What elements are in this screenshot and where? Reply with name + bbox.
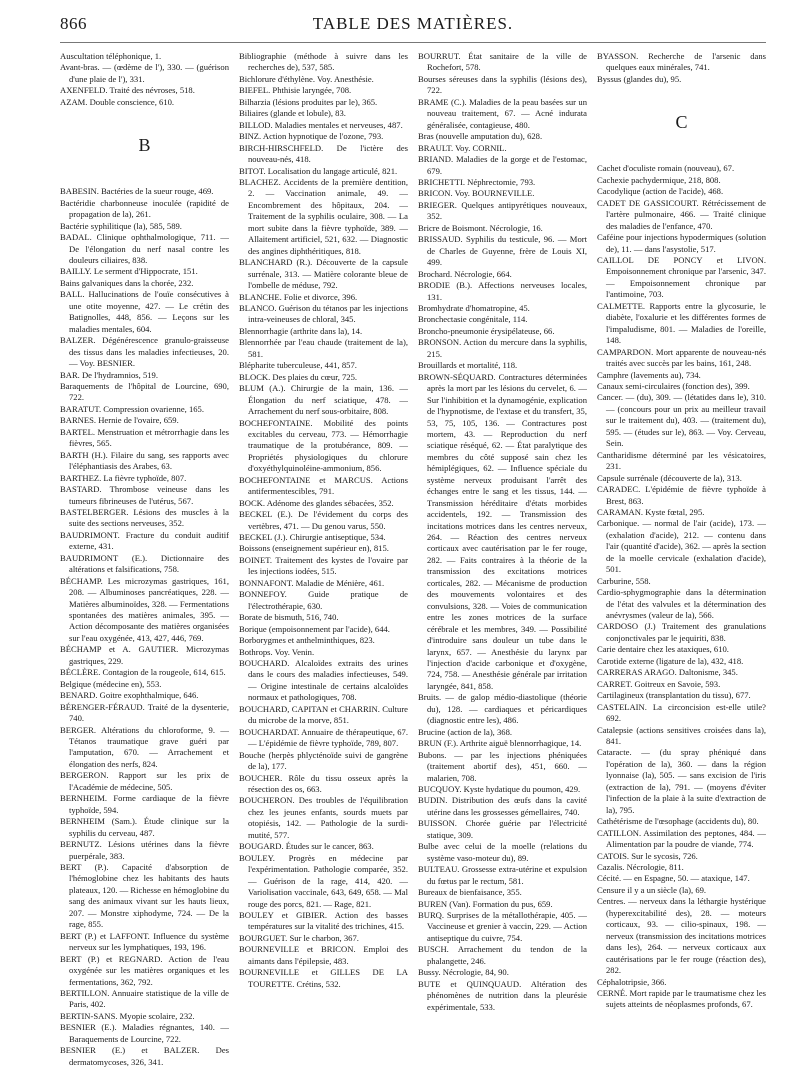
index-entry: CASTELAIN. La circoncision est-elle utile? 692. <box>597 701 766 724</box>
index-entry: BÉCLÈRE. Contagion de la rougeole, 614, 615. <box>60 667 226 678</box>
index-entry: Cécité. — en Espagne, 50. — ataxique, 147. <box>597 873 750 884</box>
index-entry: BRICHETTI. Néphrectomie, 793. <box>418 176 536 187</box>
index-entry: BARTH (H.). Filaire du sang, ses rapports avec l'éléphantiasis des Arabes, 63. <box>60 449 229 472</box>
index-entry: BERTILLON. Annuaire statistique de la ville de Paris, 402. <box>60 987 229 1010</box>
index-entry: CARRET. Goitreux en Savoie, 593. <box>597 678 721 689</box>
index-entry: BUCQUOY. Kyste hydatique du poumon, 429. <box>418 784 581 794</box>
index-entry: BUISSON. Chorée guérie par l'électricité statique, 309. <box>418 818 587 840</box>
index-entry: BITOT. Localisation du langage articulé, 821. <box>239 165 398 176</box>
index-entry: Bras (nouvelle amputation du), 628. <box>418 131 543 142</box>
index-entry: Blennorrhée par l'eau chaude (traitement de la), 581. <box>239 337 408 359</box>
index-entry: BOURNEVILLE et BRICON. Emploi des aimants dans l'épilepsie, 483. <box>239 944 408 966</box>
index-entry: BURQ. Surprises de la métallothérapie, 405. — Vaccineuse et grenier à vaccin, 229. — Action antiseptique du cuivre, 754. <box>418 909 587 943</box>
index-entry: BOUCHARDAT. Annuaire de thérapeutique, 67. — L'épidémie de fièvre typhoïde, 789, 807. <box>239 726 408 749</box>
index-entry: BABESIN. Bactéries de la sueur rouge, 469. <box>60 186 214 197</box>
index-entry: BOULEY. Progrès en médecine par l'expérimentation. Pathologie comparée, 352. — Guérison de la rage, 414, 420. — Variolisation vaccinale, 643, 649, 658. — Mal rouge des porcs, 821. — Rage, 821. <box>239 852 408 909</box>
index-entry: Cacodylique (action de l'acide), 468. <box>597 186 724 197</box>
index-entry: Bricre de Boismont. Nécrologie, 16. <box>418 222 543 233</box>
index-entry: Bibliographie (méthode à suivre dans les recherches de), 537, 585. <box>239 51 408 73</box>
index-entry: CAILLOL DE PONCY et LIVON. Empoisonnement chronique par l'arsenic, 347. — Empoisonnement chronique par l'antimoine, 703. <box>597 254 766 300</box>
index-entry: Bothrops. Voy. Venin. <box>239 646 315 657</box>
section-letter: C <box>675 112 688 133</box>
index-entry: BAUDRIMONT. Fracture du conduit auditif externe, 431. <box>60 529 229 552</box>
index-entry: BOURGUET. Sur le charbon, 367. <box>239 932 359 943</box>
index-entry: BERNUTZ. Lésions utérines dans la fièvre puerpérale, 383. <box>60 839 229 861</box>
index-entry: BESNIER (E.). Maladies régnantes, 140. — Baraquements de Lourcine, 722. <box>60 1022 229 1044</box>
running-header <box>60 12 766 43</box>
index-entry: BIRCH-HIRSCHFELD. De l'ictère des nouveau-nés, 418. <box>239 142 408 165</box>
index-entry: Borborygmes et anthelminthiques, 823. <box>239 635 375 646</box>
index-entry: CARDOSO (J.) Traitement des granulations conjonctivales par le jequiriti, 838. <box>597 621 766 643</box>
index-entry: Biliaires (glande et lobule), 83. <box>239 108 346 119</box>
index-entry: Bussy. Nécrologie, 84, 90. <box>418 967 509 978</box>
index-entry: Cazalis. Nécrologie, 811. <box>597 862 684 872</box>
index-entry: BERGER. Altérations du chloroforme, 9. — Tétanos traumatique grave guéri par l'amputation, 670. — Arrachement et élongation des nerfs, 824. <box>60 724 229 769</box>
index-entry: Cardio-sphygmographie dans la détermination de l'état des valvules et la détermination des anévrysmes (valeur de la), 566. <box>597 587 766 621</box>
index-entry: BLANCHE. Folie et divorce, 396. <box>239 291 358 302</box>
index-entry: BÉCHAMP. Les microzymas gastriques, 161, 208. — Albuminoses pancréatiques, 228. — Matières albuminoïdes, 328. — Fermentations spontanées des matières animales, 395. — Action décomposante des matières organisées sur l'eau oxygénée, 413, 427, 446, 769. <box>60 575 229 643</box>
index-entry: BOUCHARD, CAPITAN et CHARRIN. Culture du microbe de la morve, 851. <box>239 703 408 726</box>
index-column-4 <box>597 51 766 1071</box>
page-title: TABLE DES MATIÈRES. <box>312 14 514 33</box>
index-entry: Cathétérisme de l'œsophage (accidents du), 80. <box>597 816 759 827</box>
index-entry: Brochard. Nécrologie, 664. <box>418 268 512 279</box>
index-entry: Capsule surrénale (découverte de la), 313. <box>597 472 742 483</box>
index-entry: Bilharzia (lésions produites par le), 365. <box>239 96 378 107</box>
index-entry: BALZER. Dégénérescence granulo-graisseuse des tissus dans les maladies infectieuses, 20. — Voy. BESNIER. <box>60 335 229 369</box>
page-number: 866 <box>60 14 87 33</box>
index-entry: Avant-bras. — (œdème de l'), 330. — (guérison d'une plaie de l'), 331. <box>60 62 229 84</box>
index-entry: BENARD. Goitre exophthalmique, 646. <box>60 690 199 701</box>
index-entry: BLACHEZ. Accidents de la première dentition, 2. — Vaccination animale, 49. — Encombrement des hôpitaux, 204. — Traitement de la syphilis oculaire, 308. — La mort subite dans la fièvre typhoïde, 389. — Allaitement artificiel, 521, 632. — Diagnostic des angines diphthéritiques, 818. <box>239 176 408 256</box>
index-entry: BROWN-SÉQUARD. Contractures déterminées après la mort par les lésions du cervelet, 6. — Sur l'inhibition et la dynamogénie, explication de l'hypnotisme, de l'extase et du transfert, 35, 53, 75, 105, 136. — Contractures post mortem, 43. — Reproduction du nerf sciatique réséqué, 62. — État paralytique des membres du côté supposé sain chez les hémiplégiques, 62. — Influence spéciale du système nerveux produisant l'arrêt des échanges entre le sang et les tissus, 144. — Transmission héréditaire d'états morbides accidentels, 192. — Transmission des incitations motrices dans les centres nerveux, 264. — Réaction des centres nerveux corticaux avec cautérisation par le fer rouge, 282. — Faits contraires à la théorie de la transmission des excitations motrices corticales, 282. — Mécanisme de production des mouvements volontaires et des convulsions, 328. — Voies de communication entre les zones motrices de la surface cérébrale et les membres, 349. — Possibilité d'introduire sans douleur un tube dans le larynx, 657. — Anesthésie du larynx par l'injection d'acide carbonique et d'oxygène, 724, 758. — Anesthésie générale par irritation laryngée, 841, 858. <box>418 371 587 691</box>
index-entry: BRIEGER. Quelques antipyrétiques nouveaux, 352. <box>418 199 587 222</box>
index-entry: BONNAFONT. Maladie de Ménière, 461. <box>239 577 385 588</box>
index-entry: Centres. — nerveux dans la léthargie hystérique (hyperexcitabilité des), 28. — moteurs corticaux, 93. — cilio-spinaux, 198. — nerveux (transmission des incitations motrices dans les), 264. — nerveux corticaux aux cautérisations par le fer rouge (réaction des), 282. <box>597 896 766 976</box>
index-entry: BAILLY. Le serment d'Hippocrate, 151. <box>60 266 198 277</box>
index-entry: Carbonique. — normal de l'air (acide), 173. — (exhalation d'acide), 212. — contenu dans l'air (quantité d'acide), 362. — après la section de la moelle cervicale (exhalation d'acide), 501. <box>597 518 766 575</box>
index-entry: BARTEL. Menstruation et métrorrhagie dans les fièvres, 565. <box>60 426 229 449</box>
index-entry: BLANCO. Guérison du tétanos par les injections intra-veineuses de chloral, 345. <box>239 302 408 325</box>
index-column-2 <box>239 51 408 1071</box>
index-entry: Belgique (médecine en), 553. <box>60 678 162 689</box>
index-entry: BASTELBERGER. Lésions des muscles à la suite des sections nerveuses, 352. <box>60 506 229 529</box>
index-entry: CATILLON. Assimilation des peptones, 484. — Alimentation par la poudre de viande, 774. <box>597 827 766 850</box>
index-entry: Auscultation téléphonique, 1. <box>60 51 162 61</box>
index-entry: BYASSON. Recherche de l'arsenic dans quelques eaux minérales, 741. <box>597 51 766 73</box>
index-entry: BRAULT. Voy. CORNIL. <box>418 142 507 153</box>
index-entry: BERT (P.) et LAFFONT. Influence du système nerveux sur les lymphatiques, 193, 196. <box>60 930 229 953</box>
index-entry: BERT (P.). Capacité d'absorption de l'hémoglobine chez les habitants des hauts plateaux, 120. — Richesse en hémoglobine du sang des animaux vivant sur les hauts lieux, 207. — Monstre xiphodyme, 724. — De la rage, 855. <box>60 862 229 930</box>
index-entry: BRICON. Voy. BOURNEVILLE. <box>418 188 535 199</box>
index-entry: BUSCH. Arrachement du tendon de la phalangette, 246. <box>418 944 587 966</box>
index-entry: BARATUT. Compression ovarienne, 165. <box>60 403 205 414</box>
index-entry: BOURRUT. État sanitaire de la ville de Rochefort, 578. <box>418 51 587 73</box>
index-entry: Bactéridie charbonneuse inoculée (rapidité de propagation de la), 261. <box>60 197 229 220</box>
index-entry: Carie dentaire chez les ataxiques, 610. <box>597 644 729 655</box>
index-entry: Bubons. — par les injections phéniquées (traitement abortif des), 451, 660. — malarien, 708. <box>418 749 587 783</box>
index-entry: Cartilagineux (transplantation du tissu), 677. <box>597 690 751 701</box>
index-entry: CARRERAS ARAGO. Daltonisme, 345. <box>597 667 738 678</box>
index-entry: BERTIN-SANS. Myopie scolaire, 232. <box>60 1010 195 1021</box>
index-entry: Bouche (herpès phlycténoïde suivi de gangrène de la), 177. <box>239 749 408 772</box>
index-entry: CERNÉ. Mort rapide par le traumatisme chez les sujets atteints de néoplasmes profonds, 67. <box>597 987 766 1010</box>
index-entry: BULTEAU. Grossesse extra-utérine et expulsion du fœtus par le rectum, 581. <box>418 864 587 886</box>
index-entry: CARAMAN. Kyste fœtal, 295. <box>597 506 705 517</box>
index-entry: Catalepsie (actions sensitives croisées dans la), 841. <box>597 724 766 747</box>
index-entry: Cataracte. — (du spray phéniqué dans l'opération de la), 360. — dans la région lyonnaise (la), 505. — sans excision de l'iris (extraction de la), 791. — (moyens d'éviter l'infection de la plaie à la suite d'extraction de la), 795. <box>597 747 766 815</box>
index-entry: BINZ. Action hypnotique de l'ozone, 793. <box>239 131 384 142</box>
index-entry: BRONSON. Action du mercure dans la syphilis, 215. <box>418 337 587 359</box>
index-entry: BOCHEFONTAINE. Mobilité des points excitables du cerveau, 773. — Hémorrhagie traumatique de la protubérance, 809. — Propriétés physiologiques du chlorure d'oxyéthylquinoléine-ammonium, 856. <box>239 417 408 474</box>
index-entry: CALMETTE. Rapports entre la glycosurie, le diabète, l'oxalurie et les différentes formes de l'impaludisme, 801. — Maladies de l'oreille, 148. <box>597 300 766 346</box>
index-entry: Censure il y a un siècle (la), 69. <box>597 884 707 895</box>
index-entry: Bactérie syphilitique (la), 585, 589. <box>60 220 182 231</box>
index-entry: BUTE et QUINQUAUD. Altération des phénomènes de nutrition dans la pleurésie expérimentale, 533. <box>418 978 587 1012</box>
index-entry: Blennorrhagie (arthrite dans la), 14. <box>239 325 363 336</box>
index-entry: Cancer. — (du), 309. — (létatides dans le), 310. — (concours pour un prix au meilleur travail sur le traitement du), 403. — (traitement du), 595. — (études sur le), 863. — Voy. Cerveau, Sein. <box>597 392 766 449</box>
index-entry: BERNHEIM (Sam.). Étude clinique sur la syphilis du cerveau, 487. <box>60 816 229 838</box>
index-entry: BARNES. Hernie de l'ovaire, 659. <box>60 415 179 426</box>
index-entry: Carburine, 558. <box>597 575 651 586</box>
index-entry: Bourses séreuses dans la syphilis (lésions des), 722. <box>418 73 587 96</box>
index-entry: BRISSAUD. Syphilis du testicule, 96. — Mort de Charles de Guyenne, frère de Louis XI, 499. <box>418 234 587 268</box>
index-entry: Canaux semi-circulaires (fonction des), 399. <box>597 380 750 391</box>
index-entry: BOUCHER. Rôle du tissu osseux après la résection des os, 663. <box>239 772 408 794</box>
index-entry: Bulbe avec celui de la moelle (relations du système vaso-moteur du), 89. <box>418 841 587 863</box>
index-entry: CARADEC. L'épidémie de fièvre typhoïde à Brest, 863. <box>597 484 766 506</box>
index-entry: BOUCHERON. Des troubles de l'équilibration chez les jeunes enfants, sourds muets par otopiésis, 142. — Pathologie de la surdi-mutité, 577. <box>239 795 408 840</box>
index-entry: BERT (P.) et REGNARD. Action de l'eau oxygénée sur les matières organiques et les fermentations, 362, 792. <box>60 953 229 987</box>
index-entry: Baraquements de l'hôpital de Lourcine, 690, 722. <box>60 380 229 403</box>
index-entry: AXENFELD. Traité des névroses, 518. <box>60 85 195 96</box>
index-entry: Broncho-pneumonie érysipélateuse, 66. <box>418 325 555 336</box>
index-entry: BÉRENGER-FÉRAUD. Traité de la dysenterie, 740. <box>60 701 229 724</box>
index-entry: CADET DE GASSICOURT. Rétrécissement de l'artère pulmonaire, 466. — Traité clinique des maladies de l'enfance, 470. <box>597 197 766 231</box>
index-entry: Bains galvaniques dans la chorée, 232. <box>60 277 194 288</box>
index-entry: Boissons (enseignement supérieur en), 815. <box>239 543 389 554</box>
index-entry: BESNIER (E.) et BALZER. Des dermatomycoses, 326, 341. <box>60 1045 229 1067</box>
index-entry: CAMPARDON. Mort apparente de nouveau-nés traités avec succès par les bains, 161, 248. <box>597 346 766 369</box>
index-entry: Céphalotripsie, 366. <box>597 976 667 987</box>
index-entry: BOUCHARD. Alcaloïdes extraits des urines dans le cours des maladies infectieuses, 549. — Origine intestinale de certains alcaloïdes normaux et pathologiques, 708. <box>239 658 408 703</box>
index-entry: Bichlorure d'éthylène. Voy. Anesthésie. <box>239 73 374 84</box>
index-entry: BARTHEZ. La fièvre typhoïde, 807. <box>60 472 187 483</box>
index-entry: Bureaux de bienfaisance, 355. <box>418 887 522 898</box>
index-entry: BIEFEL. Phthisie laryngée, 708. <box>239 85 352 96</box>
index-entry: BOCHEFONTAINE et MARCUS. Actions antifermentescibles, 791. <box>239 474 408 497</box>
index-entry: BALL. Hallucinations de l'ouïe consécutives à une otite moyenne, 427. — Le crétin des Batignolles, 448, 856. — Leçons sur les maladies mentales, 604. <box>60 289 229 334</box>
index-entry: BLANCHARD (R.). Découverte de la capsule surrénale, 313. — Matière colorante bleue de l'ombelle de méduse, 792. <box>239 257 408 291</box>
index-entry: AZAM. Double conscience, 610. <box>60 96 175 107</box>
index-entry: BLUM (A.). Chirurgie de la main, 136. — Élongation du nerf sciatique, 478. — Arrachement du nerf sous-orbitaire, 808. <box>239 383 408 417</box>
index-entry: Cantharidisme déterminé par les vésicatoires, 231. <box>597 449 766 472</box>
index-entry: Caféine pour injections hypodermiques (solution de), 11. — dans l'asystolie, 517. <box>597 232 766 254</box>
index-entry: Bruits. — de galop médio-diastolique (théorie du), 128. — cardiaques et péricardiques (diagnostic entre les), 486. <box>418 692 587 726</box>
index-entry: Carotide externe (ligature de la), 432, 418. <box>597 655 744 666</box>
index-entry: Brucine (action de la), 368. <box>418 726 513 737</box>
index-entry: BLOCK. Des plaies du cœur, 725. <box>239 371 358 382</box>
index-entry: BERGERON. Rapport sur les prix de l'Académie de médecine, 505. <box>60 770 229 792</box>
index-entry: BOCK. Adénome des glandes sébacées, 352. <box>239 497 394 508</box>
index-entry: BRAME (C.). Maladies de la peau basées sur un nouveau traitement, 67. — Acné indurata généralisée, contagieuse, 480. <box>418 96 587 130</box>
index-entry: BILLOD. Maladies mentales et nerveuses, 487. <box>239 119 403 130</box>
index-entry: BUREN (Van). Formation du pus, 659. <box>418 898 553 909</box>
index-entry: BECKEL (J.). Chirurgie antiseptique, 534. <box>239 532 386 543</box>
index-entry: BONNEFOY. Guide pratique de l'électrothérapie, 630. <box>239 589 408 611</box>
index-columns <box>60 51 766 1071</box>
index-entry: Bromhydrate d'homatropine, 45. <box>418 302 530 313</box>
index-entry: BERNHEIM. Forme cardiaque de la fièvre typhoïde, 594. <box>60 793 229 815</box>
index-entry: Cachet d'oculiste romain (nouveau), 67. <box>597 163 735 174</box>
index-entry: Borate de bismuth, 516, 740. <box>239 612 339 623</box>
index-entry: BOINET. Traitement des kystes de l'ovaire par les injections iodées, 515. <box>239 554 408 577</box>
index-entry: Cachexie pachydermique, 218, 808. <box>597 174 721 185</box>
index-entry: BRODIE (B.). Affections nerveuses locales, 131. <box>418 280 587 302</box>
index-entry: BADAL. Clinique ophthalmologique, 711. — De l'élongation du nerf nasal contre les douleurs ciliaires, 838. <box>60 232 229 265</box>
index-entry: BAUDRIMONT (E.). Dictionnaire des altérations et falsifications, 758. <box>60 552 229 575</box>
index-entry: BOULEY et GIBIER. Action des basses températures sur la vitalité des trichines, 415. <box>239 909 408 932</box>
index-column-1 <box>60 51 229 1071</box>
index-entry: BUDIN. Distribution des œufs dans la cavité utérine dans les grossesses gémellaires, 740. <box>418 795 587 817</box>
index-entry: Borique (empoisonnement par l'acide), 644. <box>239 623 390 634</box>
index-entry: BOUGARD. Études sur le cancer, 863. <box>239 841 374 852</box>
index-entry: BOURNEVILLE et GILLES DE LA TOURETTE. Crétins, 532. <box>239 967 408 989</box>
index-entry: Blépharite tuberculeuse, 441, 857. <box>239 360 357 371</box>
index-entry: Brouillards et mortalité, 118. <box>418 360 518 371</box>
index-entry: BRIAND. Maladies de la gorge et de l'estomac, 679. <box>418 154 587 176</box>
section-letter: B <box>138 135 151 156</box>
index-entry: BÉCHAMP et A. GAUTIER. Microzymas gastriques, 229. <box>60 644 229 666</box>
index-entry: Bronchectasie congénitale, 114. <box>418 314 528 325</box>
index-entry: BRUN (F.). Arthrite aiguë blennorrhagique, 14. <box>418 738 582 749</box>
index-entry: CATOIS. Sur le sycosis, 726. <box>597 850 698 861</box>
index-entry: BAR. De l'hydramnios, 519. <box>60 369 158 380</box>
index-entry: BECKEL (E.). De l'évidement du corps des vertèbres, 471. — Du genou varus, 550. <box>239 509 408 531</box>
index-entry: Camphre (lavements au), 734. <box>597 369 701 380</box>
index-entry: Byssus (glandes du), 95. <box>597 73 682 84</box>
index-entry: BASTARD. Thrombose veineuse dans les tumeurs fibrineuses de l'utérus, 567. <box>60 484 229 506</box>
index-column-3 <box>418 51 587 1071</box>
